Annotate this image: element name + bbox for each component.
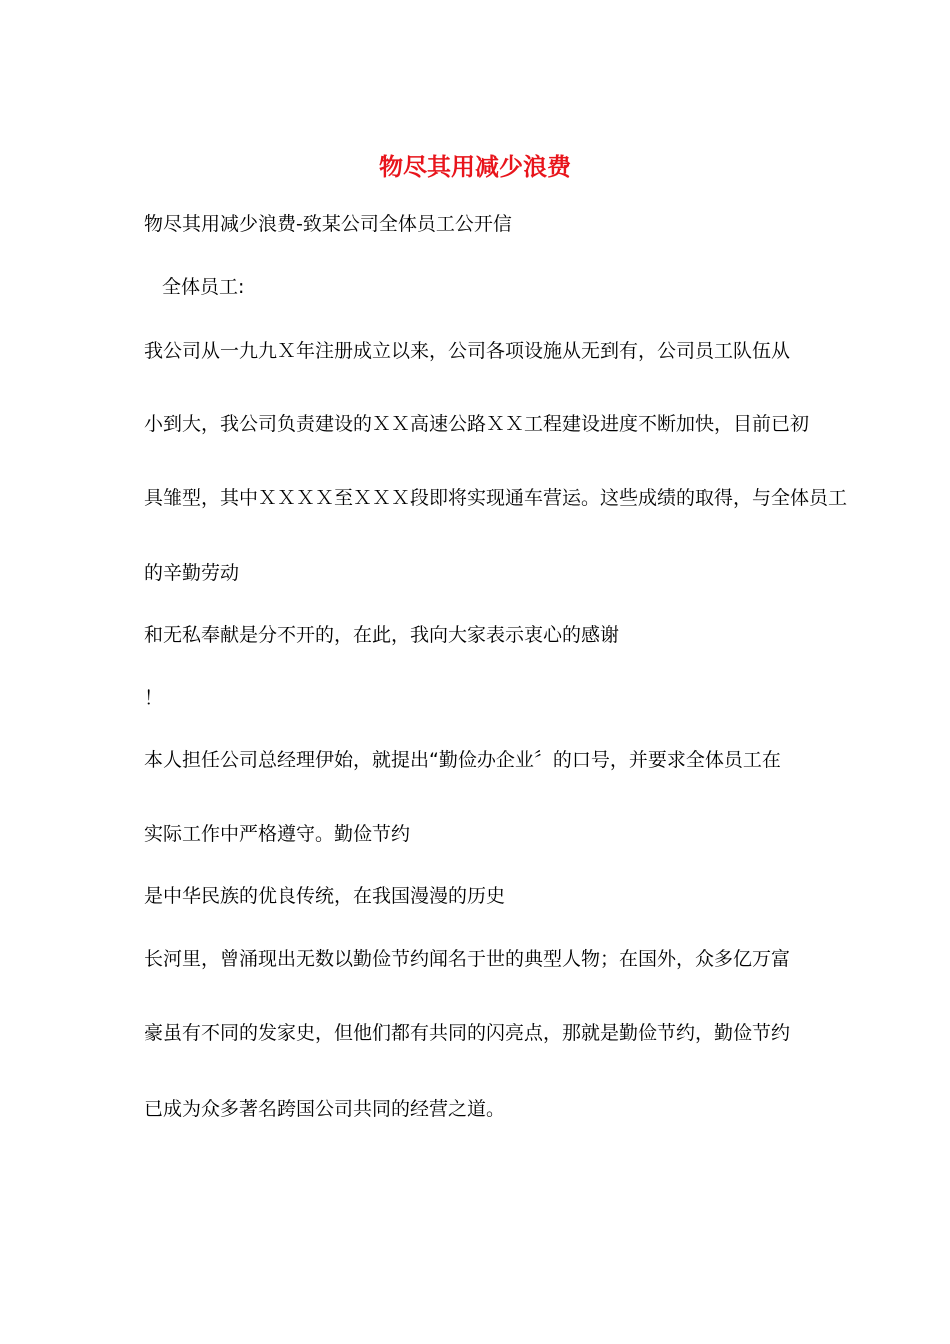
body-line: 具雏型，其中ＸＸＸＸ至ＸＸＸ段即将实现通车营运。这些成绩的取得，与全体员工	[144, 487, 848, 509]
body-line: 的辛勤劳动	[144, 562, 240, 584]
body-line: 豪虽有不同的发家史，但他们都有共同的闪亮点，那就是勤俭节约，勤俭节约	[144, 1022, 791, 1044]
salutation: 全体员工:	[162, 276, 245, 298]
body-line: 是中华民族的优良传统，在我国漫漫的历史	[144, 885, 506, 907]
body-line: 本人担任公司总经理伊始，就提出“勤俭办企业〞的口号，并要求全体员工在	[144, 749, 781, 771]
body-line: 我公司从一九九Ｘ年注册成立以来，公司各项设施从无到有，公司员工队伍从	[144, 340, 791, 362]
body-line: 小到大，我公司负责建设的ＸＸ高速公路ＸＸ工程建设进度不断加快，目前已初	[144, 413, 810, 435]
body-line: ！	[144, 687, 164, 709]
body-line: 长河里，曾涌现出无数以勤俭节约闻名于世的典型人物；在国外，众多亿万富	[144, 948, 791, 970]
body-line: 实际工作中严格遵守。勤俭节约	[144, 823, 411, 845]
body-line: 和无私奉献是分不开的，在此，我向大家表示衷心的感谢	[144, 624, 620, 646]
body-line: 已成为众多著名跨国公司共同的经营之道。	[144, 1098, 506, 1120]
document-subtitle: 物尽其用减少浪费-致某公司全体员工公开信	[144, 213, 512, 235]
document-title: 物尽其用减少浪费	[379, 152, 571, 181]
